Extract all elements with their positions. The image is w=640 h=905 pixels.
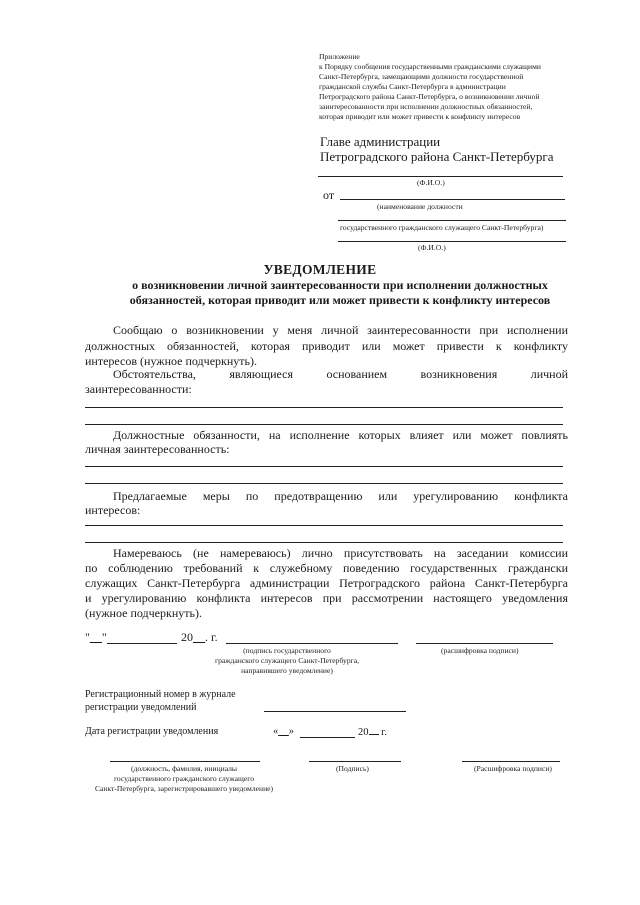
p3-line-1: Должностные обязанности, на исполнение которых влияет или может повлиять <box>113 428 568 442</box>
reg-label-2: регистрации уведомлений <box>85 702 197 713</box>
registrar-caption-2: государственного гражданского служащего <box>113 774 254 783</box>
appendix-line: Санкт-Петербурга, замещающими должности государственной <box>319 72 524 81</box>
paragraph-1-cont <box>85 339 568 369</box>
appendix-line: гражданской службы Санкт-Петербурга в администрации <box>319 82 506 91</box>
decode-caption: (расшифровка подписи) <box>441 646 519 655</box>
p4-line-2: интересов: <box>85 503 141 517</box>
fio-blank-line[interactable] <box>318 176 563 177</box>
p3-line-2: личная заинтересованность: <box>85 442 230 456</box>
date-quote-open: " <box>85 630 90 644</box>
appendix-line: которая приводит или может привести к конфликту интересов <box>319 112 521 121</box>
appendix-line: к Порядку сообщения государственными гражданскими служащими <box>319 62 541 71</box>
appendix-line: Приложение <box>319 52 360 61</box>
position-line-2[interactable] <box>338 220 566 221</box>
fio-line-2[interactable] <box>338 241 566 242</box>
from-label: от <box>323 188 335 202</box>
from-position-line[interactable] <box>340 199 565 200</box>
signature-caption <box>202 646 372 676</box>
reg-year-blank[interactable] <box>369 726 379 735</box>
addressee-line-2: Петроградского района Санкт-Петербурга <box>320 149 554 164</box>
year-prefix: 20 <box>181 630 193 644</box>
decode-line[interactable] <box>416 643 553 644</box>
reg-label-1: Регистрационный номер в журнале <box>85 689 236 700</box>
subtitle-line-2: обязанностей, которая приводит или может привести к конфликту интересов <box>129 293 551 307</box>
fio-caption: (Ф.И.О.) <box>417 178 445 187</box>
appendix-line: Петроградского района Санкт-Петербурга, о возникновении личной <box>319 92 540 101</box>
reg-date-day[interactable]: __ <box>278 726 289 737</box>
duties-line-1[interactable] <box>85 466 563 467</box>
p1-line-3: интересов (нужное подчеркнуть). <box>85 354 257 368</box>
reg-date-open: « <box>273 726 279 737</box>
registration-number-line[interactable] <box>264 711 406 712</box>
reg-date-close: » <box>288 726 294 737</box>
p5-line-1: Намереваюсь (не намереваюсь) лично присутствовать на заседании комиссии <box>113 546 568 560</box>
registrar-line[interactable] <box>110 761 260 762</box>
reg-year-suffix: г. <box>381 727 387 738</box>
sig-caption-3: направившего уведомление) <box>241 666 333 675</box>
fio-caption-2: (Ф.И.О.) <box>418 243 446 252</box>
year-suffix: . г. <box>205 630 218 644</box>
registrar-caption <box>84 764 284 794</box>
paragraph-1 <box>113 323 568 338</box>
paragraph-5-cont <box>85 561 568 621</box>
registration-year <box>358 726 387 738</box>
registration-number-label <box>85 688 236 714</box>
year-blank[interactable]: __ <box>193 630 205 644</box>
signature-year <box>181 630 218 645</box>
sig-caption-1: (подпись государственного <box>243 646 331 655</box>
signature-date <box>85 630 107 645</box>
document-subtitle <box>110 278 570 308</box>
appendix-line: заинтересованности при исполнении должностных обязанностей, <box>319 102 533 111</box>
p1-line-2: должностных обязанностей, которая приводит или может привести к конфликту <box>85 339 568 353</box>
measures-line-2[interactable] <box>85 542 563 543</box>
page-title: УВЕДОМЛЕНИЕ <box>263 262 377 277</box>
date-day-blank[interactable]: __ <box>89 630 102 644</box>
p4-line-1: Предлагаемые меры по предотвращению или урегулированию конфликта <box>113 489 568 503</box>
p5-line-2: по соблюдению требований к служебному поведению государственных граждански <box>85 561 568 575</box>
position-caption: (наименование должности <box>377 202 463 211</box>
date-quote-close: " <box>101 630 107 644</box>
duties-line-2[interactable] <box>85 483 563 484</box>
service-caption: государственного гражданского служащего Санкт-Петербурга) <box>340 223 544 232</box>
p5-line-5: (нужное подчеркнуть). <box>85 606 202 620</box>
addressee-line-1: Главе администрации <box>320 134 441 149</box>
subtitle-line-1: о возникновении личной заинтересованности при исполнении должностных <box>132 278 548 292</box>
measures-line-1[interactable] <box>85 525 563 526</box>
reg-month-line[interactable] <box>300 737 355 738</box>
p2-line-2: заинтересованности: <box>85 382 192 396</box>
registrar-sign-caption: (Подпись) <box>336 764 369 773</box>
sig-caption-2: гражданского служащего Санкт-Петербурга, <box>214 656 360 665</box>
p1-line-1: Сообщаю о возникновении у меня личной заинтересованности при исполнении <box>113 323 568 337</box>
signature-line[interactable] <box>226 643 398 644</box>
registrar-decode-caption: (Расшифровка подписи) <box>474 764 552 773</box>
registrar-decode-line[interactable] <box>462 761 560 762</box>
p5-line-4: и урегулированию конфликта интересов при рассмотрении настоящего уведомления <box>85 591 568 605</box>
appendix-note <box>319 52 589 122</box>
registrar-caption-3: Санкт-Петербурга, зарегистрировавшего уведомление) <box>94 784 274 793</box>
reg-year-prefix: 20 <box>358 727 369 738</box>
circumstances-line-2[interactable] <box>85 424 563 425</box>
registrar-caption-1: (должность, фамилия, инициалы <box>130 764 238 773</box>
date-month-line[interactable] <box>107 643 177 644</box>
registrar-sign-line[interactable] <box>309 761 401 762</box>
p5-line-3: служащих Санкт-Петербурга администрации Петроградского района Санкт-Петербурга <box>85 576 568 590</box>
p2-line-1: Обстоятельства, являющиеся основанием возникновения личной <box>113 367 568 381</box>
registration-date <box>273 726 294 737</box>
registration-date-label: Дата регистрации уведомления <box>85 726 219 737</box>
circumstances-line-1[interactable] <box>85 407 563 408</box>
